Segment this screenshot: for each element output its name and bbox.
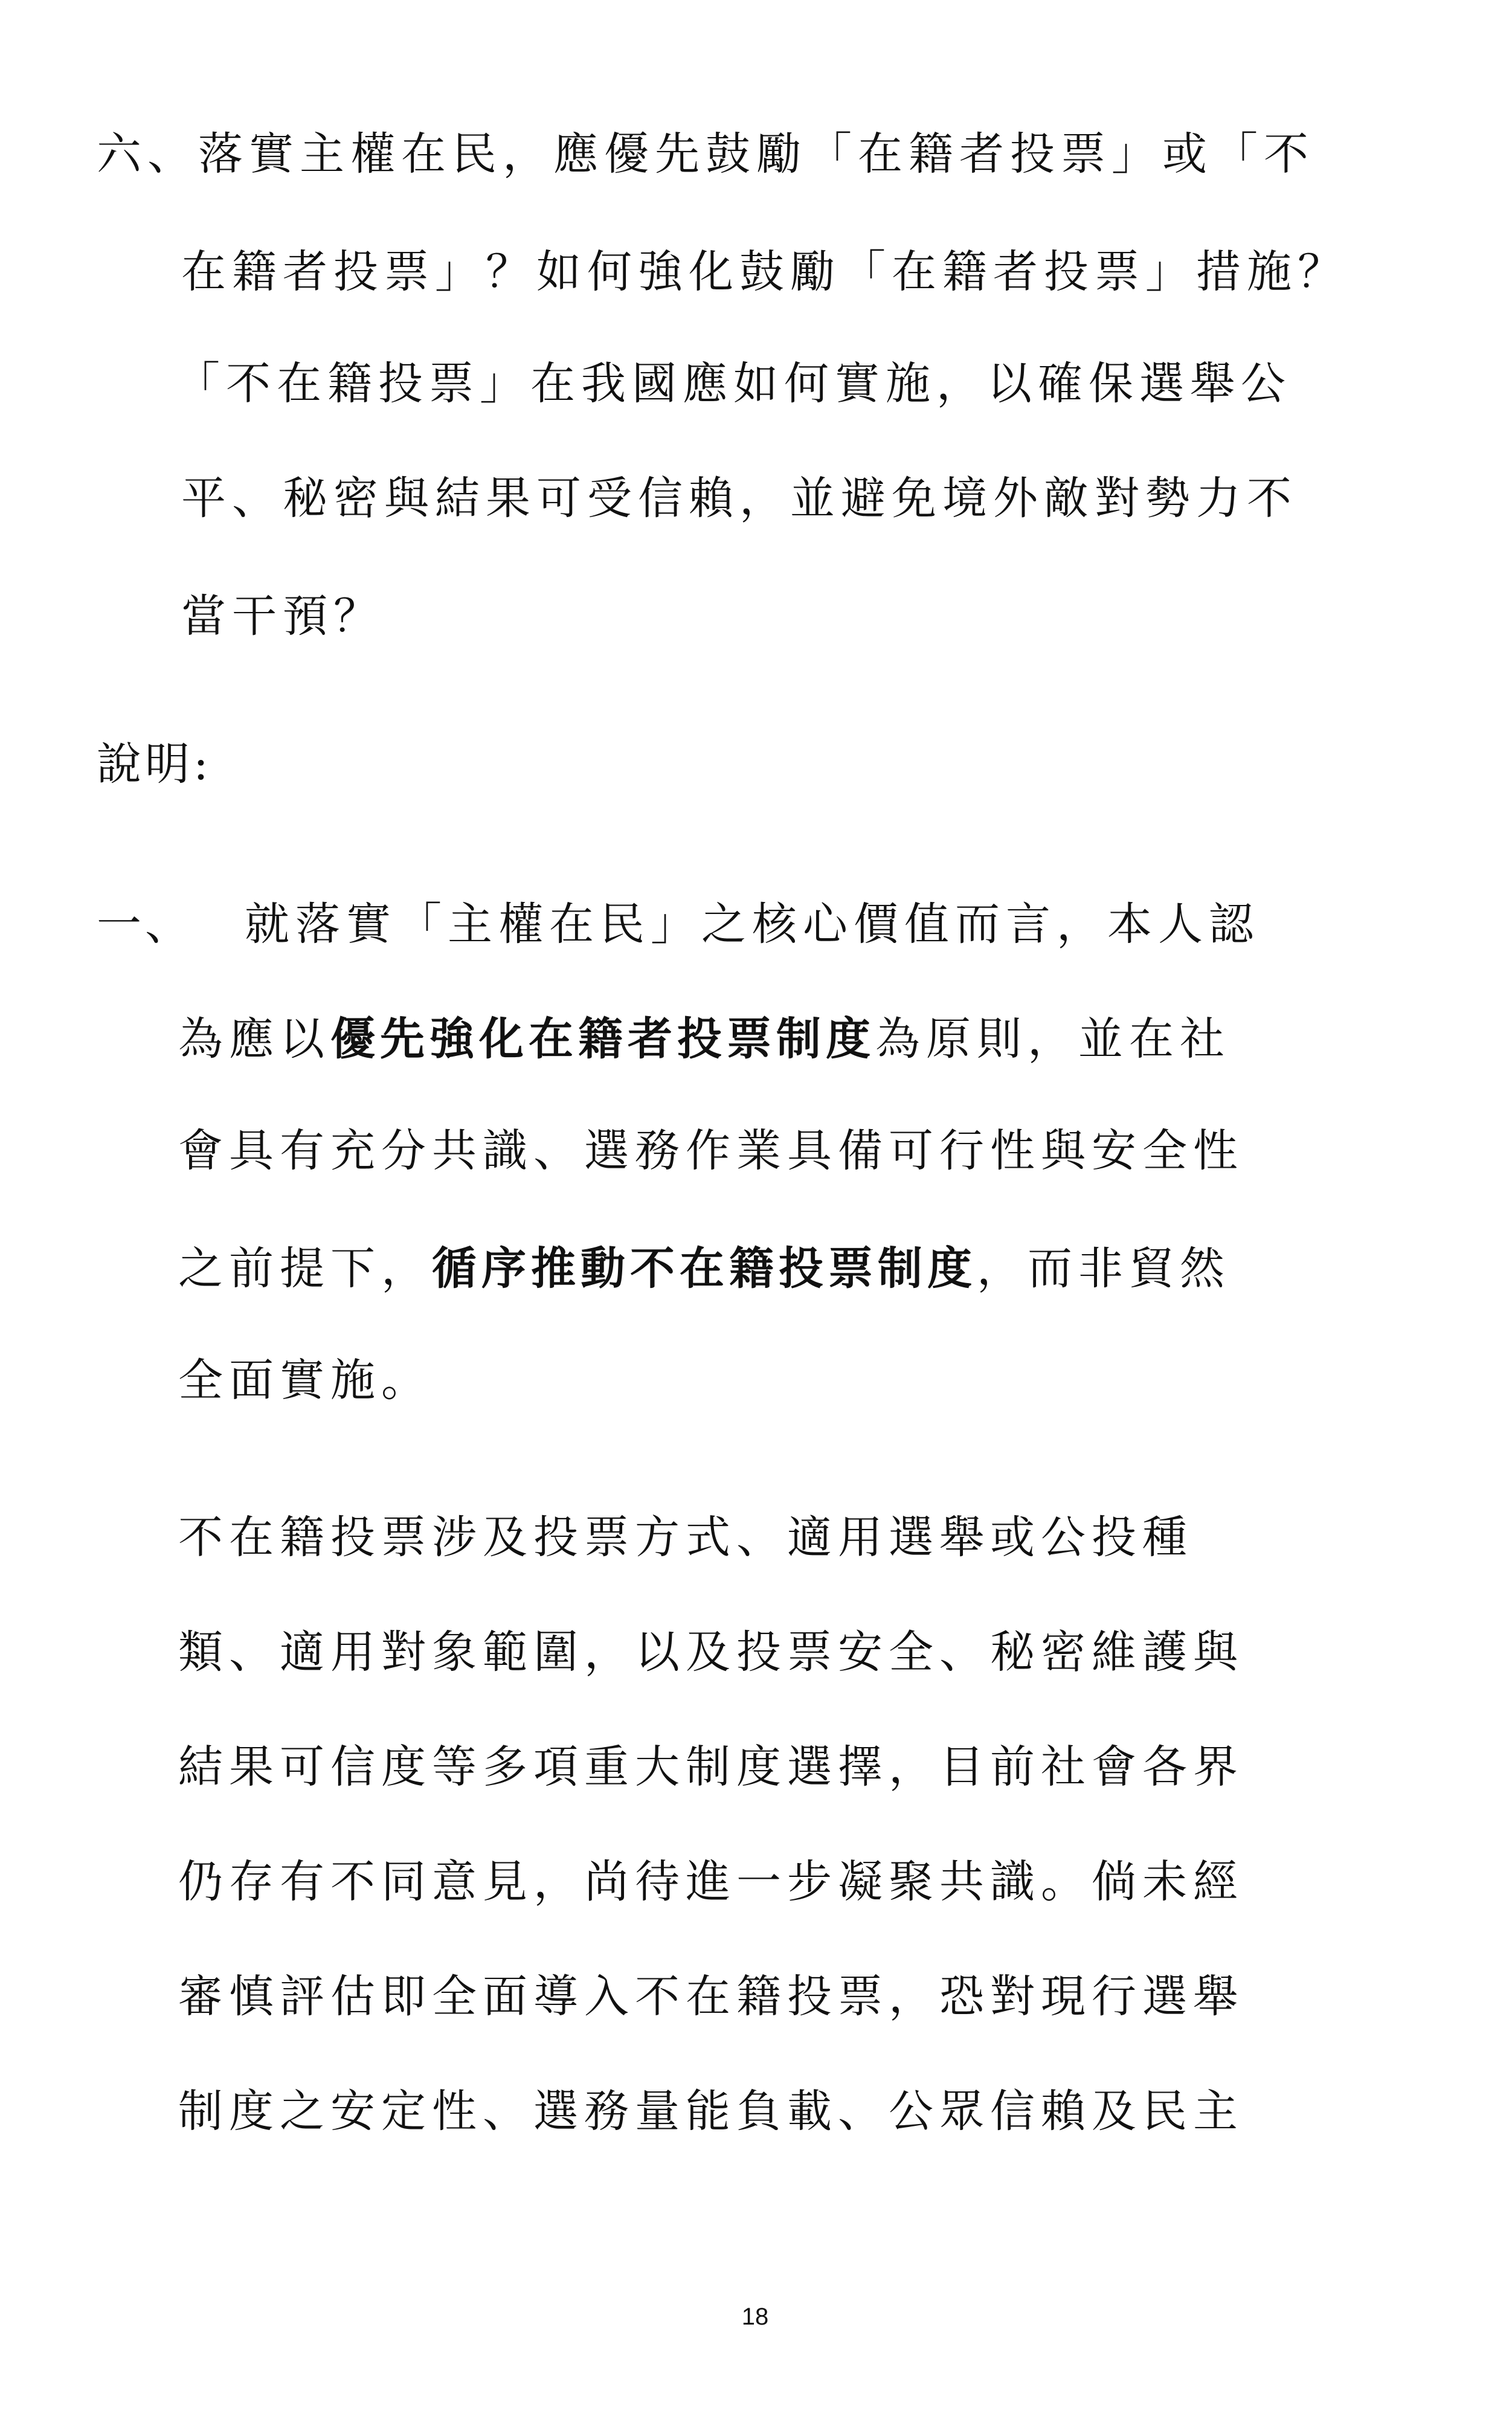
page-number: 18 (741, 2303, 769, 2330)
question-line-5: 當干預？ (181, 590, 384, 642)
paragraph-two-line-2: 類、適用對象範圍，以及投票安全、秘密維護與 (178, 1626, 1244, 1678)
paragraph-two-line-1: 不在籍投票涉及投票方式、適用選舉或公投種 (178, 1511, 1193, 1563)
point-one-marker: 一、 (97, 898, 193, 950)
point-one-line-4-bold: 循序推動不在籍投票制度 (432, 1243, 977, 1295)
paragraph-two-line-5: 審慎評估即全面導入不在籍投票，恐對現行選舉 (178, 1971, 1244, 2023)
point-one-line-2-pre: 為應以 (178, 1013, 330, 1065)
point-one-line-4 (178, 1241, 1231, 1296)
point-one-line-3: 會具有充分共識、選務作業具備可行性與安全性 (178, 1125, 1244, 1177)
question-line-1: 六、落實主權在民，應優先鼓勵「在籍者投票」或「不 (97, 128, 1314, 180)
question-line-4: 平、秘密與結果可受信賴，並避免境外敵對勢力不 (181, 472, 1298, 524)
point-one-line-2-bold: 優先強化在籍者投票制度 (330, 1013, 875, 1065)
point-one-line-2 (178, 1012, 1231, 1066)
question-line-3: 「不在籍投票」在我國應如何實施，以確保選舉公 (175, 358, 1292, 410)
point-one-line-4-pre: 之前提下， (178, 1243, 432, 1295)
question-line-2: 在籍者投票」？如何強化鼓勵「在籍者投票」措施？ (181, 246, 1348, 298)
explanation-label: 說明: (97, 738, 212, 790)
paragraph-two-line-4: 仍存有不同意見，尚待進一步凝聚共識。倘未經 (178, 1856, 1244, 1908)
paragraph-two-line-3: 結果可信度等多項重大制度選擇，目前社會各界 (178, 1741, 1244, 1793)
point-one-line-1: 就落實「主權在民」之核心價值而言，本人認 (245, 898, 1259, 950)
point-one-line-4-post: ，而非貿然 (977, 1243, 1231, 1295)
point-one-line-2-post: 為原則，並在社 (875, 1013, 1231, 1065)
point-one-line-5: 全面實施。 (178, 1354, 432, 1406)
paragraph-two-line-6: 制度之安定性、選務量能負載、公眾信賴及民主 (178, 2085, 1244, 2137)
